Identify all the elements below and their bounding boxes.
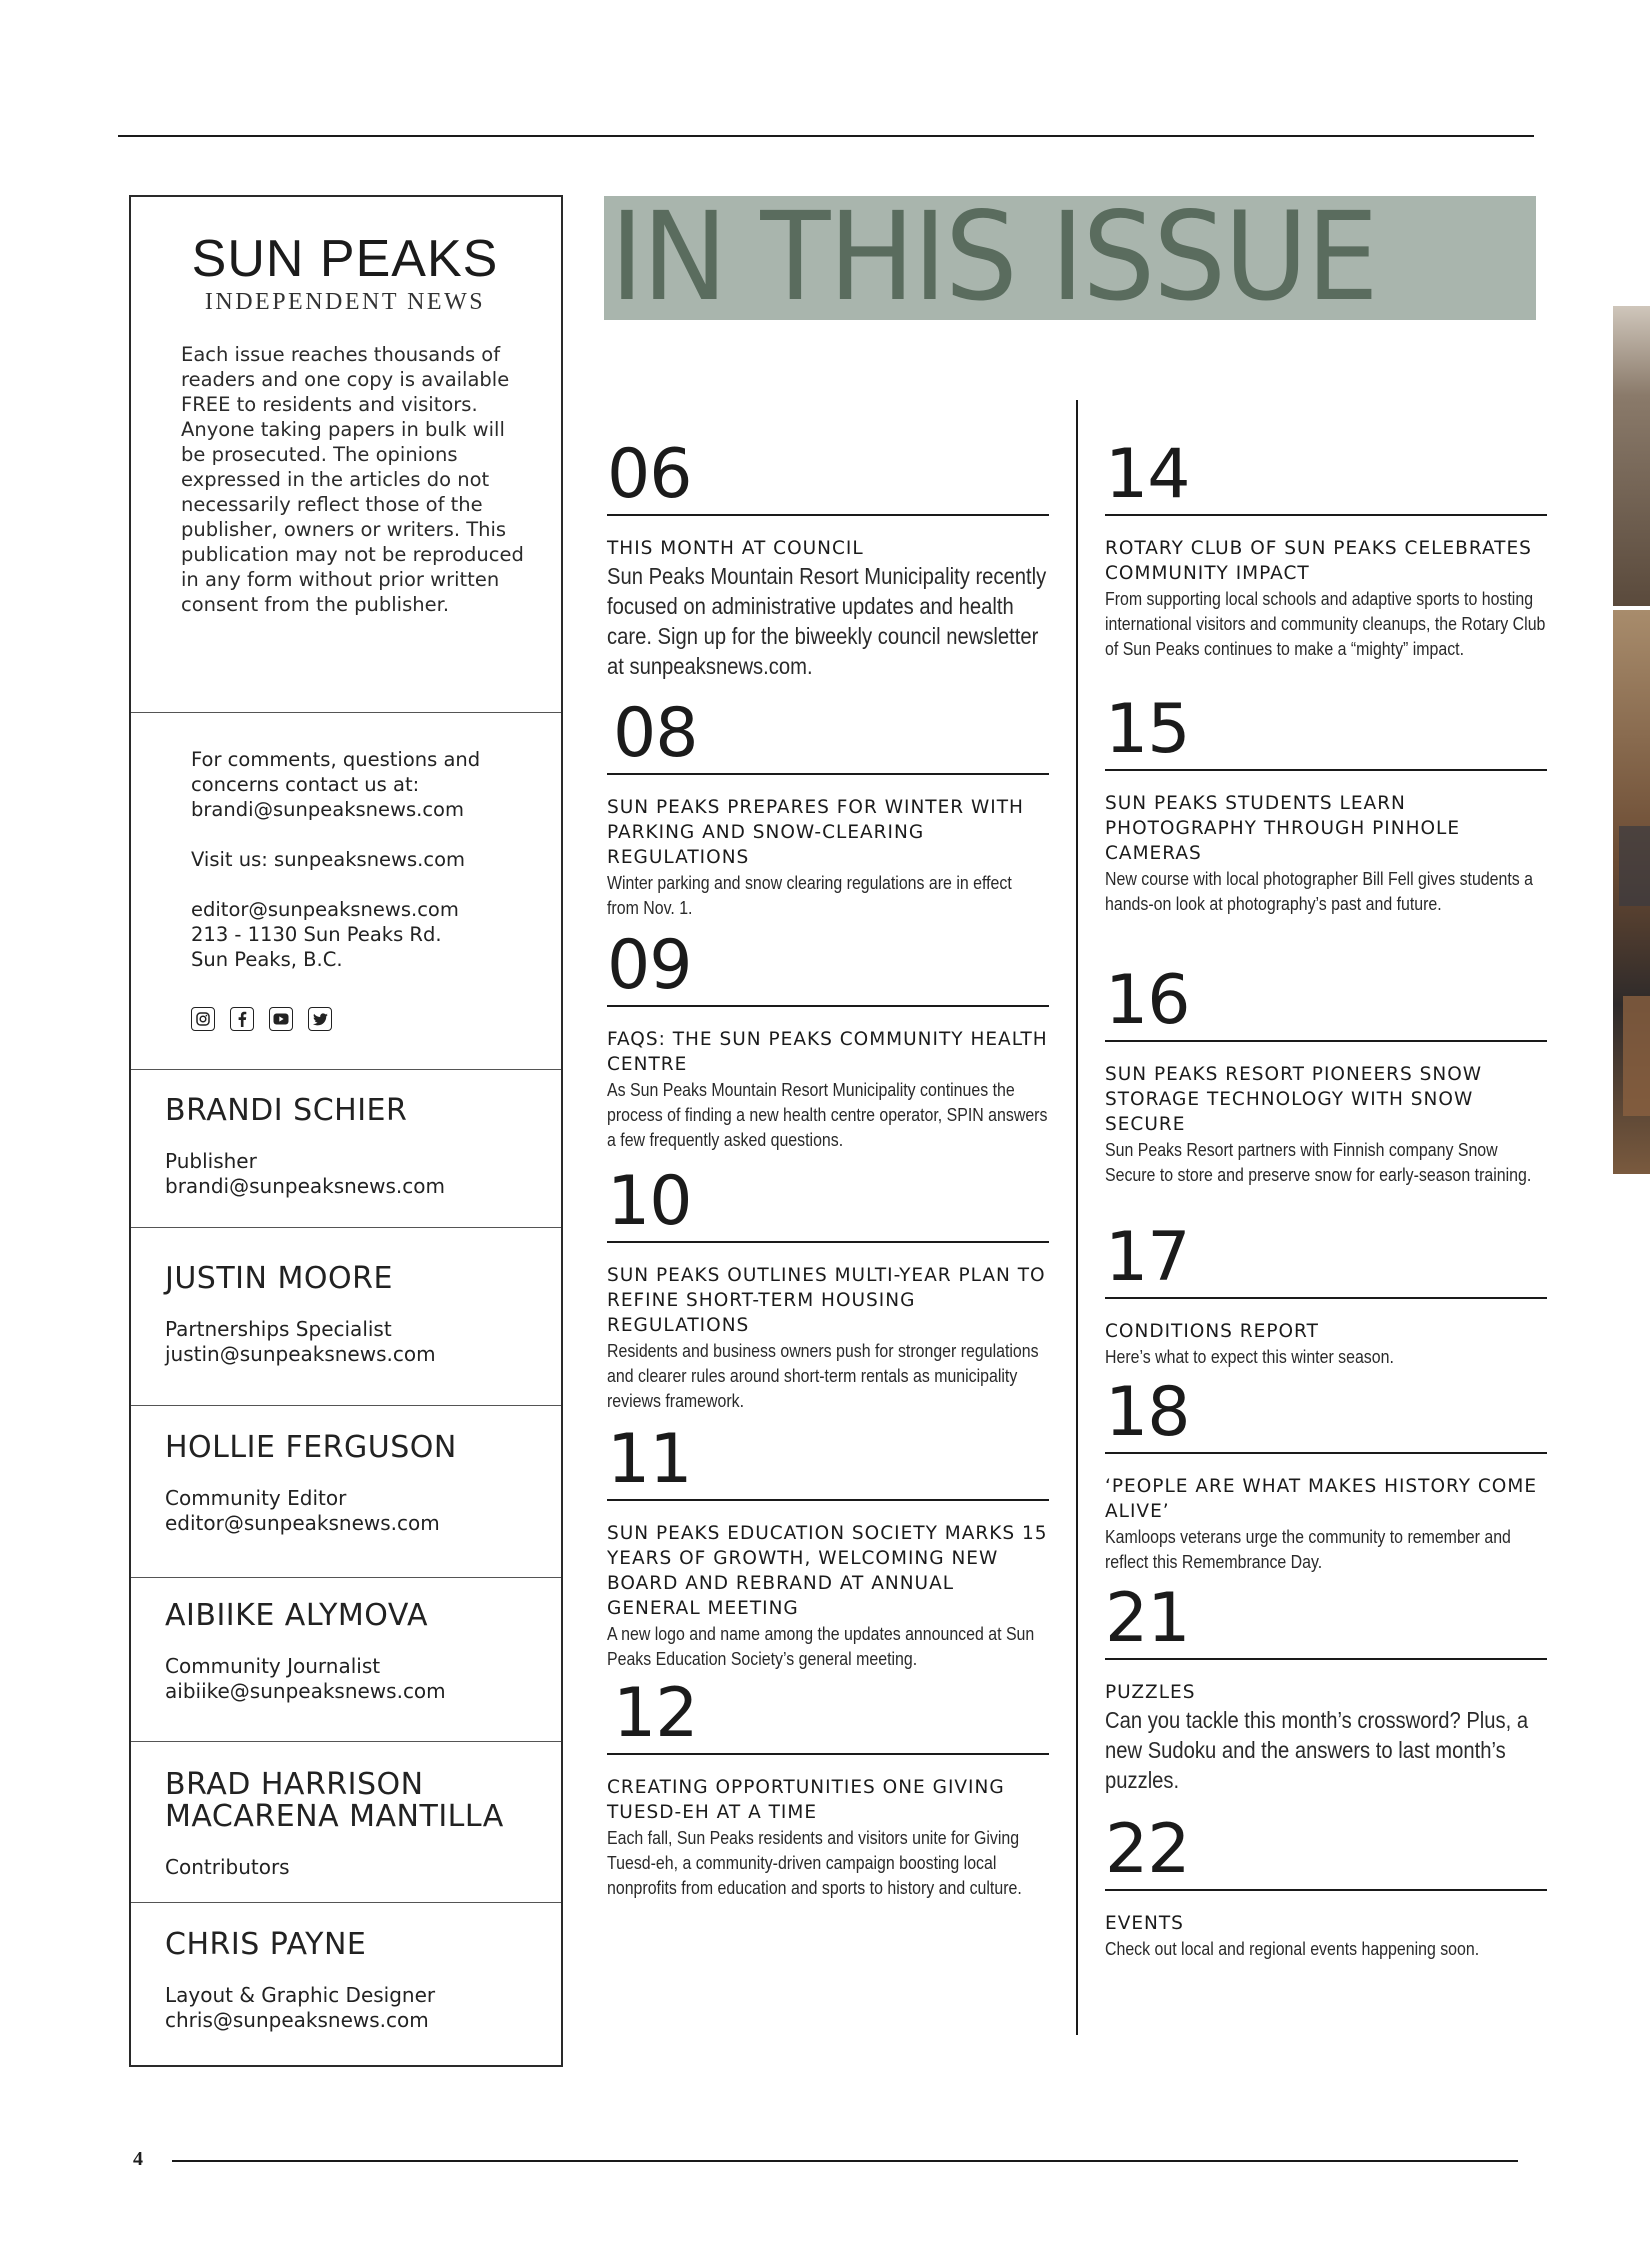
logo-name: SUN PEAKS bbox=[191, 230, 499, 288]
page-number: 17 bbox=[1105, 1218, 1190, 1297]
staff-role: Contributors bbox=[165, 1855, 290, 1879]
logo bbox=[175, 230, 515, 316]
staff-role: Layout & Graphic Designer bbox=[165, 1983, 436, 2007]
divider bbox=[131, 712, 561, 713]
entry-rule bbox=[1105, 769, 1547, 771]
staff-role: Community Journalist bbox=[165, 1654, 381, 1678]
toc-entry[interactable] bbox=[1105, 1373, 1547, 1574]
entry-description: New course with local photographer Bill Fell gives students a hands-on look at photography’s past and future. bbox=[1105, 868, 1534, 914]
staff-name: JUSTIN MOORE bbox=[165, 1261, 393, 1296]
website-link[interactable]: Visit us: sunpeaksnews.com bbox=[191, 848, 465, 871]
page-number: 16 bbox=[1105, 961, 1190, 1040]
photo-strip bbox=[1613, 306, 1650, 1174]
mountain-icon: A bbox=[391, 230, 427, 288]
staff-member bbox=[165, 1263, 545, 1367]
address-line1: 213 - 1130 Sun Peaks Rd. bbox=[191, 923, 442, 946]
divider bbox=[131, 1902, 561, 1903]
staff-email[interactable]: brandi@sunpeaksnews.com bbox=[165, 1174, 445, 1198]
twitter-icon[interactable] bbox=[308, 1007, 332, 1031]
page-number: 22 bbox=[1105, 1810, 1190, 1889]
entry-headline: ‘PEOPLE ARE WHAT MAKES HISTORY COME ALIVE’ bbox=[1105, 1476, 1538, 1522]
entry-description: As Sun Peaks Mountain Resort Municipality continues the process of finding a new health centre operator, SPIN answers a few frequently asked questions. bbox=[607, 1079, 1048, 1150]
entry-rule bbox=[607, 773, 1049, 775]
entry-headline: SUN PEAKS STUDENTS LEARN PHOTOGRAPHY THROUGH PINHOLE CAMERAS bbox=[1105, 793, 1461, 864]
page-number: 21 bbox=[1105, 1579, 1190, 1658]
entry-headline: SUN PEAKS PREPARES FOR WINTER WITH PARKING AND SNOW-CLEARING REGULATIONS bbox=[607, 797, 1024, 868]
entry-headline: SUN PEAKS OUTLINES MULTI-YEAR PLAN TO REFINE SHORT-TERM HOUSING REGULATIONS bbox=[607, 1265, 1046, 1336]
entry-rule bbox=[1105, 1297, 1547, 1299]
entry-description: Kamloops veterans urge the community to remember and reflect this Remembrance Day. bbox=[1105, 1526, 1511, 1572]
entry-rule bbox=[607, 1499, 1049, 1501]
entry-description: Check out local and regional events happening soon. bbox=[1105, 1938, 1480, 1959]
top-rule bbox=[118, 135, 1534, 137]
staff-member bbox=[165, 1095, 545, 1199]
staff-name: BRAD HARRISON MACARENA MANTILLA bbox=[165, 1767, 504, 1834]
page-number: 18 bbox=[1105, 1373, 1190, 1452]
bottom-rule bbox=[172, 2160, 1518, 2162]
title-banner bbox=[604, 196, 1536, 320]
toc-entry[interactable] bbox=[607, 1674, 1049, 1900]
instagram-icon[interactable] bbox=[191, 1007, 215, 1031]
entry-rule bbox=[1105, 514, 1547, 516]
staff-role: Publisher bbox=[165, 1149, 257, 1173]
staff-name: CHRIS PAYNE bbox=[165, 1927, 367, 1962]
facebook-icon[interactable] bbox=[230, 1007, 254, 1031]
social-links bbox=[191, 1007, 332, 1031]
toc-entry[interactable] bbox=[1105, 1579, 1547, 1795]
entry-headline: THIS MONTH AT COUNCIL bbox=[607, 538, 864, 559]
entry-rule bbox=[1105, 1658, 1547, 1660]
staff-member bbox=[165, 1600, 545, 1704]
staff-name: HOLLIE FERGUSON bbox=[165, 1430, 457, 1465]
staff-member bbox=[165, 1769, 535, 1880]
entry-description: Can you tackle this month’s crossword? Plus, a new Sudoku and the answers to last month’s puzzles. bbox=[1105, 1707, 1529, 1793]
entry-rule bbox=[607, 1753, 1049, 1755]
staff-role: Community Editor bbox=[165, 1486, 347, 1510]
entry-headline: SUN PEAKS RESORT PIONEERS SNOW STORAGE TECHNOLOGY WITH SNOW SECURE bbox=[1105, 1064, 1483, 1135]
page-number: 09 bbox=[607, 926, 692, 1005]
toc-entry[interactable] bbox=[607, 926, 1049, 1152]
staff-name: AIBIIKE ALYMOVA bbox=[165, 1598, 428, 1633]
page-number: 06 bbox=[607, 435, 692, 514]
divider bbox=[131, 1741, 561, 1742]
page-number: 15 bbox=[1105, 690, 1190, 769]
toc-entry[interactable] bbox=[607, 694, 1049, 920]
toc-entry[interactable] bbox=[1105, 1218, 1547, 1369]
toc-entry[interactable] bbox=[1105, 961, 1547, 1187]
divider bbox=[131, 1405, 561, 1406]
entry-headline: FAQS: THE SUN PEAKS COMMUNITY HEALTH CENTRE bbox=[607, 1029, 1048, 1075]
toc-entry[interactable] bbox=[1105, 1810, 1547, 1961]
page-number: 12 bbox=[613, 1674, 698, 1753]
entry-rule bbox=[607, 1241, 1049, 1243]
staff-member bbox=[165, 1432, 545, 1536]
entry-headline: SUN PEAKS EDUCATION SOCIETY MARKS 15 YEARS OF GROWTH, WELCOMING NEW BOARD AND REBRAND AT ANNUAL GENERAL MEETING bbox=[607, 1523, 1048, 1619]
entry-headline: EVENTS bbox=[1105, 1913, 1184, 1934]
entry-description: Residents and business owners push for stronger regulations and clearer rules around short-term rentals as municipality reviews framework. bbox=[607, 1340, 1039, 1411]
entry-description: Here’s what to expect this winter season. bbox=[1105, 1346, 1394, 1367]
entry-description: From supporting local schools and adaptive sports to hosting international visitors and community cleanups, the Rotary Club of Sun Peaks continues to make a “mighty” impact. bbox=[1105, 588, 1546, 659]
staff-name: BRANDI SCHIER bbox=[165, 1093, 408, 1128]
column-divider bbox=[1076, 400, 1078, 2035]
divider bbox=[131, 1227, 561, 1228]
staff-member bbox=[165, 1929, 545, 2033]
toc-entry[interactable] bbox=[1105, 690, 1547, 916]
toc-entry[interactable] bbox=[607, 1162, 1049, 1413]
staff-email[interactable]: editor@sunpeaksnews.com bbox=[165, 1511, 440, 1535]
masthead-box bbox=[129, 195, 563, 2067]
page-number: 14 bbox=[1105, 435, 1190, 514]
entry-description: Winter parking and snow clearing regulations are in effect from Nov. 1. bbox=[607, 872, 1012, 918]
logo-subtitle: INDEPENDENT NEWS bbox=[204, 289, 486, 315]
contact-intro: For comments, questions and concerns contact us at: brandi@sunpeaksnews.com bbox=[191, 748, 481, 821]
youtube-icon[interactable] bbox=[269, 1007, 293, 1031]
entry-headline: CONDITIONS REPORT bbox=[1105, 1321, 1319, 1342]
staff-email[interactable]: chris@sunpeaksnews.com bbox=[165, 2008, 429, 2032]
staff-email[interactable]: aibiike@sunpeaksnews.com bbox=[165, 1679, 446, 1703]
entry-rule bbox=[1105, 1452, 1547, 1454]
entry-description: A new logo and name among the updates announced at Sun Peaks Education Society’s general meeting. bbox=[607, 1623, 1035, 1669]
entry-headline: CREATING OPPORTUNITIES ONE GIVING TUESD-EH AT A TIME bbox=[607, 1777, 1005, 1823]
page-number: 10 bbox=[607, 1162, 692, 1241]
entry-rule bbox=[1105, 1889, 1547, 1891]
entry-rule bbox=[607, 514, 1049, 516]
divider bbox=[131, 1069, 561, 1070]
entry-description: Each fall, Sun Peaks residents and visitors unite for Giving Tuesd-eh, a community-driven campaign boosting local nonprofits from education and sports to history and culture. bbox=[607, 1827, 1022, 1898]
staff-email[interactable]: justin@sunpeaksnews.com bbox=[165, 1342, 436, 1366]
toc-entry[interactable] bbox=[607, 1420, 1049, 1671]
page-number: 11 bbox=[607, 1420, 692, 1499]
page-number-footer: 4 bbox=[133, 2148, 143, 2170]
page-title: IN THIS ISSUE bbox=[610, 196, 1377, 320]
toc-entry[interactable] bbox=[607, 435, 1049, 681]
contact-block bbox=[191, 747, 531, 972]
entry-description: Sun Peaks Mountain Resort Municipality recently focused on administrative updates and health care. Sign up for the biweekly council newsletter at sunpeaksnews.com. bbox=[607, 563, 1047, 679]
address-line2: Sun Peaks, B.C. bbox=[191, 948, 343, 971]
entry-description: Sun Peaks Resort partners with Finnish company Snow Secure to store and preserve snow for early-season training. bbox=[1105, 1139, 1532, 1185]
email-link[interactable]: editor@sunpeaksnews.com bbox=[191, 898, 459, 921]
toc-entry[interactable] bbox=[1105, 435, 1547, 661]
disclaimer-text: Each issue reaches thousands of readers and one copy is available FREE to residents and visitors. Anyone taking papers in bulk will be prosecuted. The opinions expressed in the articles do not necessarily reflect those of the publisher, owners or writers. This publication may not be reproduced in any form without prior written consent from the publisher. bbox=[181, 343, 524, 616]
page-number: 08 bbox=[613, 694, 698, 773]
entry-rule bbox=[1105, 1040, 1547, 1042]
entry-headline: ROTARY CLUB OF SUN PEAKS CELEBRATES COMMUNITY IMPACT bbox=[1105, 538, 1532, 584]
entry-headline: PUZZLES bbox=[1105, 1682, 1196, 1703]
entry-rule bbox=[607, 1005, 1049, 1007]
staff-role: Partnerships Specialist bbox=[165, 1317, 392, 1341]
divider bbox=[131, 1577, 561, 1578]
